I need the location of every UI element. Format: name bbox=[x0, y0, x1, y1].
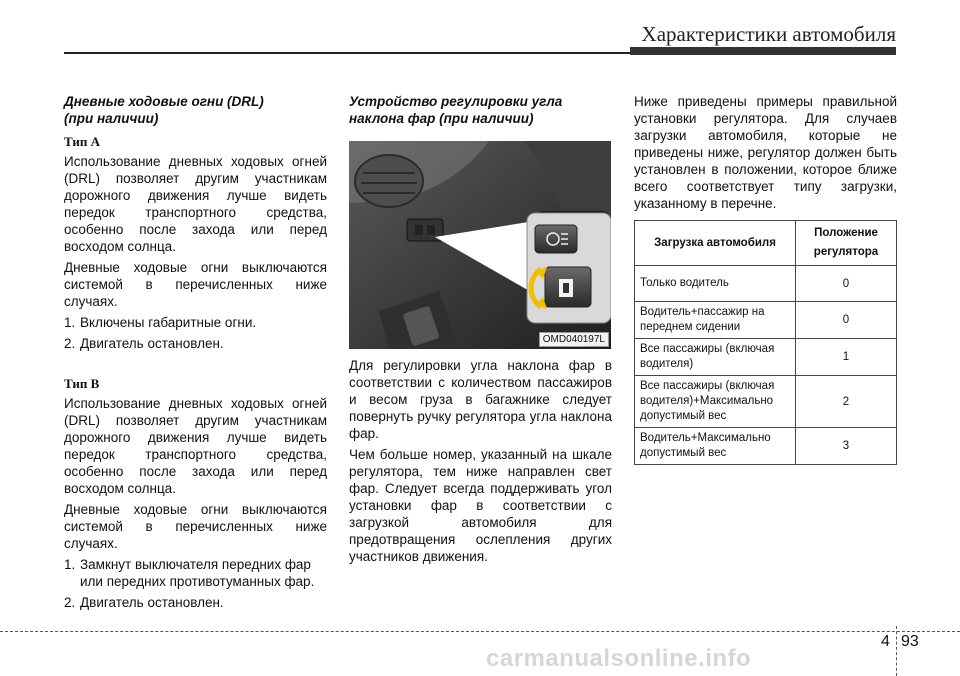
load-cell: Водитель+пассажир на переднем сидении bbox=[635, 302, 796, 339]
type-b-paragraph-1: Использование дневных ходовых огней (DRL) позволяет другим участникам дорожного движения лучше видеть передок транспортного средства, особенно после захода или перед восходом солнца. bbox=[64, 396, 327, 496]
drl-heading-line2: (при наличии) bbox=[64, 111, 159, 126]
footer-separator bbox=[896, 626, 897, 676]
type-a-label: Тип A bbox=[64, 134, 100, 149]
leveling-paragraph-1: Для регулировки угла наклона фар в соответствии с количеством пассажиров и весом груза в багажнике следует повернуть ручку регулятора угла наклона фар. bbox=[349, 358, 612, 441]
position-cell: 1 bbox=[796, 339, 897, 376]
column-examples bbox=[634, 93, 897, 465]
load-cell: Все пассажиры (включая водителя)+Максимально допустимый вес bbox=[635, 376, 796, 428]
leveling-heading bbox=[349, 93, 612, 127]
footer-rule bbox=[0, 631, 960, 632]
table-row bbox=[635, 428, 897, 465]
load-cell: Водитель+Максимально допустимый вес bbox=[635, 428, 796, 465]
type-a-paragraph-2: Дневные ходовые огни выключаются системой в перечисленных ниже случаях. bbox=[64, 260, 327, 309]
position-cell: 0 bbox=[796, 266, 897, 302]
drl-heading bbox=[64, 93, 327, 127]
type-b-list-item bbox=[64, 556, 327, 590]
header-rule bbox=[64, 52, 630, 54]
list-number: 1. bbox=[64, 315, 76, 330]
position-cell: 3 bbox=[796, 428, 897, 465]
list-text: Включены габаритные огни. bbox=[80, 315, 257, 330]
header-bar bbox=[630, 47, 896, 55]
examples-intro: Ниже приведены примеры правильной установки регулятора. Для случаев загрузки автомобиля, которые не приведены ниже, регулятор должен быть установлен в положении, которое ближе всего соответствует типу загрузки, указанному в перечне. bbox=[634, 94, 897, 211]
table-row bbox=[635, 376, 897, 428]
leveling-paragraph-2: Чем больше номер, указанный на шкале регулятора, тем ниже направлен свет фар. Следует всегда поддерживать угол установки фар в соответствии с загрузкой автомобиля для предотвращения ослепления других участников движения. bbox=[349, 447, 612, 564]
load-position-table bbox=[634, 220, 897, 465]
header-vehicle-load: Загрузка автомобиля bbox=[635, 221, 796, 266]
load-cell: Только водитель bbox=[635, 266, 796, 302]
position-cell: 2 bbox=[796, 376, 897, 428]
table-row bbox=[635, 266, 897, 302]
page-header-title: Характеристики автомобиля bbox=[641, 22, 896, 46]
watermark: carmanualsonline.info bbox=[486, 645, 752, 672]
table-row bbox=[635, 339, 897, 376]
list-number: 2. bbox=[64, 336, 76, 351]
list-number: 1. bbox=[64, 557, 76, 572]
list-text: Двигатель остановлен. bbox=[80, 336, 224, 351]
list-text: Замкнут выключателя передних фар или передних противотуманных фар. bbox=[80, 557, 315, 589]
type-b-paragraph-2: Дневные ходовые огни выключаются системой в перечисленных ниже случаях. bbox=[64, 502, 327, 551]
load-cell: Все пассажиры (включая водителя) bbox=[635, 339, 796, 376]
headlight-button bbox=[535, 225, 577, 253]
table-header-row bbox=[635, 221, 897, 266]
type-b-label: Тип B bbox=[64, 376, 100, 391]
table-row bbox=[635, 302, 897, 339]
figure-code: OMD040197L bbox=[539, 332, 609, 347]
page-number: 93 bbox=[901, 633, 919, 650]
position-cell: 0 bbox=[796, 302, 897, 339]
type-a-paragraph-1: Использование дневных ходовых огней (DRL) позволяет другим участникам дорожного движения лучше видеть передок транспортного средства, особенно после захода или перед восходом солнца. bbox=[64, 154, 327, 254]
column-drl bbox=[64, 93, 327, 615]
column-headlight-leveling bbox=[349, 93, 612, 569]
list-number: 2. bbox=[64, 595, 76, 610]
type-b-list-item bbox=[64, 594, 327, 611]
type-a-list-item bbox=[64, 314, 327, 331]
list-text: Двигатель остановлен. bbox=[80, 595, 224, 610]
chapter-number: 4 bbox=[881, 633, 890, 650]
leveling-heading-line1: Устройство регулировки угла bbox=[349, 94, 563, 109]
dashboard-illustration bbox=[349, 141, 611, 349]
leveling-heading-line2: наклона фар (при наличии) bbox=[349, 111, 534, 126]
type-a-list-item bbox=[64, 335, 327, 352]
drl-heading-line1: Дневные ходовые огни (DRL) bbox=[64, 94, 264, 109]
header-regulator-position: Положение регулятора bbox=[796, 221, 897, 266]
headlight-leveling-photo bbox=[349, 141, 611, 349]
air-vent bbox=[355, 155, 423, 207]
